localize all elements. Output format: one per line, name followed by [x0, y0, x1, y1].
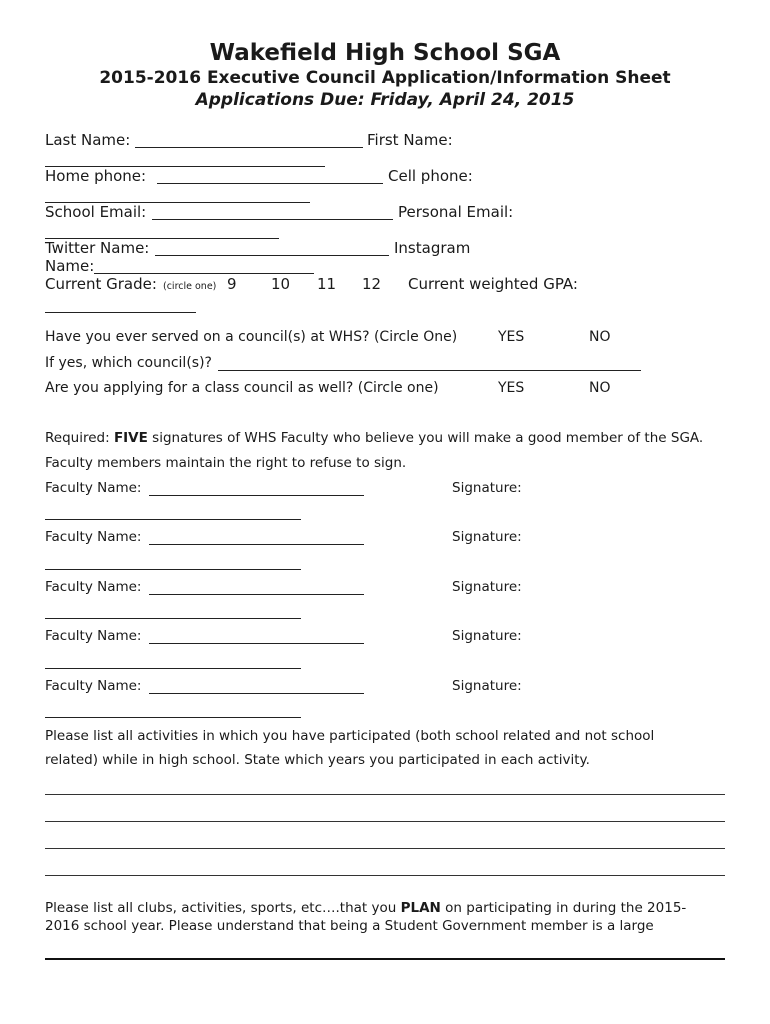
signature-field[interactable] — [45, 519, 301, 520]
faculty-name-label: Faculty Name: — [45, 529, 142, 545]
first-name-label: First Name: — [367, 131, 453, 149]
faculty-name-field[interactable] — [149, 693, 364, 694]
plans-instructions-1: Please list all clubs, activities, sports, etc….that you PLAN on participating in during the 2015- — [45, 900, 687, 916]
faculty-name-field[interactable] — [149, 594, 364, 595]
circle-one-note: (circle one) — [163, 281, 217, 292]
required-signatures-text: Required: FIVE signatures of WHS Faculty who believe you will make a good member of the SGA. — [45, 430, 704, 446]
activities-instructions-2: related) while in high school. State which years you participated in each activity. — [45, 752, 590, 768]
school-email-field[interactable] — [152, 219, 393, 220]
signature-field[interactable] — [45, 569, 301, 570]
served-no[interactable]: NO — [589, 329, 611, 345]
activities-line[interactable] — [45, 821, 725, 822]
gpa-label: Current weighted GPA: — [408, 275, 578, 293]
signature-label: Signature: — [452, 579, 522, 595]
grade-label: Current Grade: — [45, 275, 157, 293]
class-council-question: Are you applying for a class council as well? (Circle one) — [45, 380, 439, 396]
due-date: Applications Due: Friday, April 24, 2015 — [195, 90, 575, 110]
activities-instructions-1: Please list all activities in which you have participated (both school related and not school — [45, 728, 655, 744]
served-question: Have you ever served on a council(s) at WHS? (Circle One) — [45, 329, 458, 345]
grade-9[interactable]: 9 — [227, 275, 237, 293]
grade-12[interactable]: 12 — [362, 275, 382, 293]
signature-field[interactable] — [45, 717, 301, 718]
faculty-name-field[interactable] — [149, 643, 364, 644]
grade-10[interactable]: 10 — [271, 275, 291, 293]
personal-email-label: Personal Email: — [398, 203, 514, 221]
twitter-label: Twitter Name: — [45, 239, 150, 257]
instagram-field[interactable] — [94, 273, 314, 274]
activities-line[interactable] — [45, 794, 725, 795]
last-name-label: Last Name: — [45, 131, 131, 149]
signature-field[interactable] — [45, 618, 301, 619]
grade-11[interactable]: 11 — [317, 275, 337, 293]
served-yes[interactable]: YES — [498, 329, 525, 345]
class-council-no[interactable]: NO — [589, 380, 611, 396]
faculty-name-field[interactable] — [149, 544, 364, 545]
signature-label: Signature: — [452, 628, 522, 644]
page-divider — [45, 958, 725, 960]
faculty-refuse-note: Faculty members maintain the right to refuse to sign. — [45, 455, 407, 471]
faculty-name-label: Faculty Name: — [45, 480, 142, 496]
page-title: Wakefield High School SGA — [209, 40, 561, 66]
faculty-name-field[interactable] — [149, 495, 364, 496]
signature-label: Signature: — [452, 480, 522, 496]
faculty-name-label: Faculty Name: — [45, 678, 142, 694]
activities-line[interactable] — [45, 848, 725, 849]
gpa-field[interactable] — [45, 312, 196, 313]
plans-instructions-2: 2016 school year. Please understand that being a Student Government member is a large — [45, 918, 654, 934]
home-phone-field[interactable] — [157, 183, 383, 184]
activities-line[interactable] — [45, 875, 725, 876]
faculty-name-label: Faculty Name: — [45, 579, 142, 595]
twitter-field[interactable] — [155, 255, 389, 256]
which-council-field[interactable] — [218, 370, 641, 371]
signature-label: Signature: — [452, 678, 522, 694]
signature-label: Signature: — [452, 529, 522, 545]
instagram-name-label: Name: — [45, 257, 95, 275]
signature-field[interactable] — [45, 668, 301, 669]
page-subtitle: 2015-2016 Executive Council Application/Information Sheet — [99, 68, 671, 88]
instagram-label: Instagram — [394, 239, 471, 257]
class-council-yes[interactable]: YES — [498, 380, 525, 396]
school-email-label: School Email: — [45, 203, 147, 221]
which-council-label: If yes, which council(s)? — [45, 355, 212, 371]
last-name-field[interactable] — [135, 147, 363, 148]
faculty-name-label: Faculty Name: — [45, 628, 142, 644]
home-phone-label: Home phone: — [45, 167, 147, 185]
cell-phone-label: Cell phone: — [388, 167, 473, 185]
